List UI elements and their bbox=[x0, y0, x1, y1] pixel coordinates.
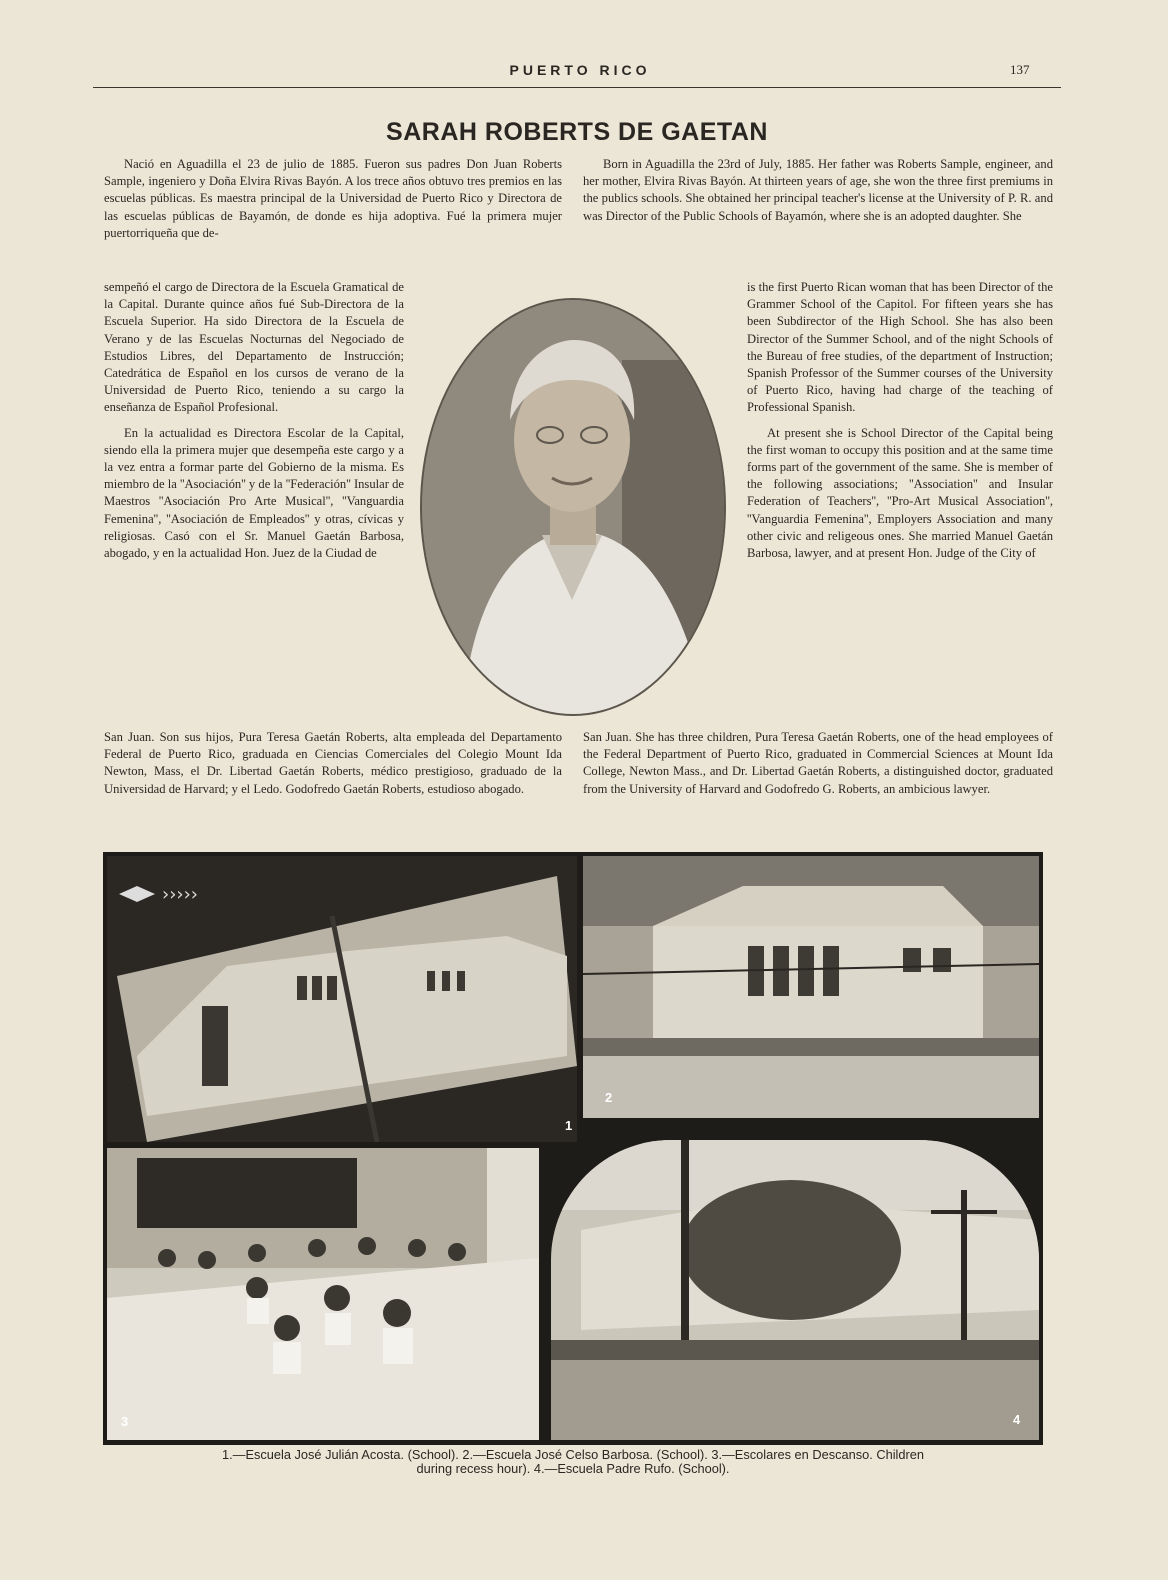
spanish-paragraph: Nació en Aguadilla el 23 de julio de 1885. Fueron sus padres Don Juan Roberts Sample, ingeniero y Doña Elvira Rivas Bayón. A los trece años obtuvo tres premios en las escuelas públicas. Es maestra principal de la Universidad de Puerto Rico y Directora de las escuelas públicas de Bayamón, de donde es hija adoptiva. Fué la primera mujer puertorriqueña que de- bbox=[104, 157, 562, 240]
photo-number-3: 3 bbox=[121, 1414, 129, 1429]
spanish-paragraph: sempeñó el cargo de Directora de la Escuela Gramatical de la Capital. Durante quince años fué Sub-Directora de la Escuela Superior. Ha sido Directora de la Escuela de Verano y de las Escuelas Nocturnas del Negociado de Estudios Libres, del Departamento de Instrucción; Catedrática de Español en los cursos de verano de la Universidad de Puerto Rico, teniendo a su cargo la enseñanza de Español Profesional. bbox=[104, 280, 404, 415]
spanish-text-bottom bbox=[104, 729, 562, 798]
spanish-text-middle bbox=[104, 279, 404, 562]
english-text-bottom bbox=[583, 729, 1053, 798]
english-text-middle bbox=[747, 279, 1053, 562]
running-header: PUERTO RICO bbox=[509, 62, 651, 78]
spanish-text-top bbox=[104, 156, 562, 242]
photo-number-1: 1 bbox=[565, 1118, 573, 1133]
spanish-paragraph: San Juan. Son sus hijos, Pura Teresa Gaetán Roberts, alta empleada del Departamento Federal de Puerto Rico, graduada en Ciencias Comerciales del Colegio Mount Ida Newton, Mass, el Dr. Libertad Gaetán Roberts, médico prestigioso, graduado de la Universidad de Harvard; y el Ledo. Godofredo Gaetán Roberts, estudioso abogado. bbox=[104, 730, 562, 796]
header-rule bbox=[93, 87, 1061, 88]
spanish-paragraph: En la actualidad es Directora Escolar de la Capital, siendo ella la primera mujer que desempeña este cargo y a la vez entra a formar parte del Gobierno de la misma. Es miembro de la ''Asociación'' y de la ''Federación'' Insular de Maestros ''Asociación Pro Arte Musical'', ''Vanguardia Femenina'', ''Asociación de Empleados'' y otras, cívicas y religiosas. Casó con el Sr. Manuel Gaetán Barbosa, abogado, y en la actualidad Hon. Juez de la Ciudad de bbox=[104, 425, 404, 561]
photo-escuela-jose-julian-acosta bbox=[107, 856, 577, 1142]
photo-escuela-padre-rufo bbox=[551, 1140, 1039, 1440]
english-paragraph: At present she is School Director of the Capital being the first woman to occupy this position and at the same time forms part of the government of the same. She is member of the following associations; ''Association'' and Insular Federation of Teachers'', ''Pro-Art Musical Association'', ''Vanguardia Femenina'', Employers Association and many other civic and religeous ones. She married Manuel Gaetán Barbosa, lawyer, and at present Hon. Judge of the City of bbox=[747, 425, 1053, 561]
caption-line: during recess hour). 4.—Escuela Padre Rufo. (School). bbox=[416, 1461, 730, 1476]
caption-line: 1.—Escuela José Julián Acosta. (School). 2.—Escuela José Celso Barbosa. (School). 3.—Escolares en Descanso. Children bbox=[221, 1447, 925, 1462]
photo-number-4: 4 bbox=[1013, 1412, 1021, 1427]
english-paragraph: Born in Aguadilla the 23rd of July, 1885. Her father was Roberts Sample, engineer, and her mother, Elvira Rivas Bayón. At thirteen years of age, she won the three first premiums in the publics schools. She obtained her principal teacher's license at the University of P. R. and was Director of the Public Schools of Bayamón, where she is an adopted daughter. She bbox=[583, 157, 1053, 223]
svg-text:›››››: ››››› bbox=[162, 884, 198, 905]
english-paragraph: San Juan. She has three children, Pura Teresa Gaetán Roberts, one of the head employees of the Federal Department of Puerto Rico, graduated in Commercial Sciences at Mount Ida College, Newton Mass., and Dr. Libertad Gaetán Roberts, a distinguished doctor, graduated from the University of Harvard and Godofredo G. Roberts, an ambicious lawyer. bbox=[583, 730, 1053, 796]
photo-collage bbox=[103, 852, 1043, 1445]
page-number: 137 bbox=[1010, 62, 1030, 77]
portrait-photo bbox=[420, 298, 726, 716]
photo-caption bbox=[103, 1448, 1043, 1476]
english-text-top bbox=[583, 156, 1053, 225]
photo-number-2: 2 bbox=[605, 1090, 613, 1105]
photo-escuela-jose-celso-barbosa bbox=[583, 856, 1039, 1118]
english-paragraph: is the first Puerto Rican woman that has been Director of the Grammer School of the Capitol. For fifteen years she has been Subdirector of the High School. She has also been Director of the Summer School, and of the night Schools of the Bureau of free studies, of the department of Instruction; Spanish Professor of the Summer courses of the University of Puerto Rico, having had charge of the teaching of Professional Spanish. bbox=[747, 280, 1053, 415]
article-title: SARAH ROBERTS DE GAETAN bbox=[386, 118, 768, 146]
photo-escolares-en-descanso bbox=[107, 1148, 539, 1440]
